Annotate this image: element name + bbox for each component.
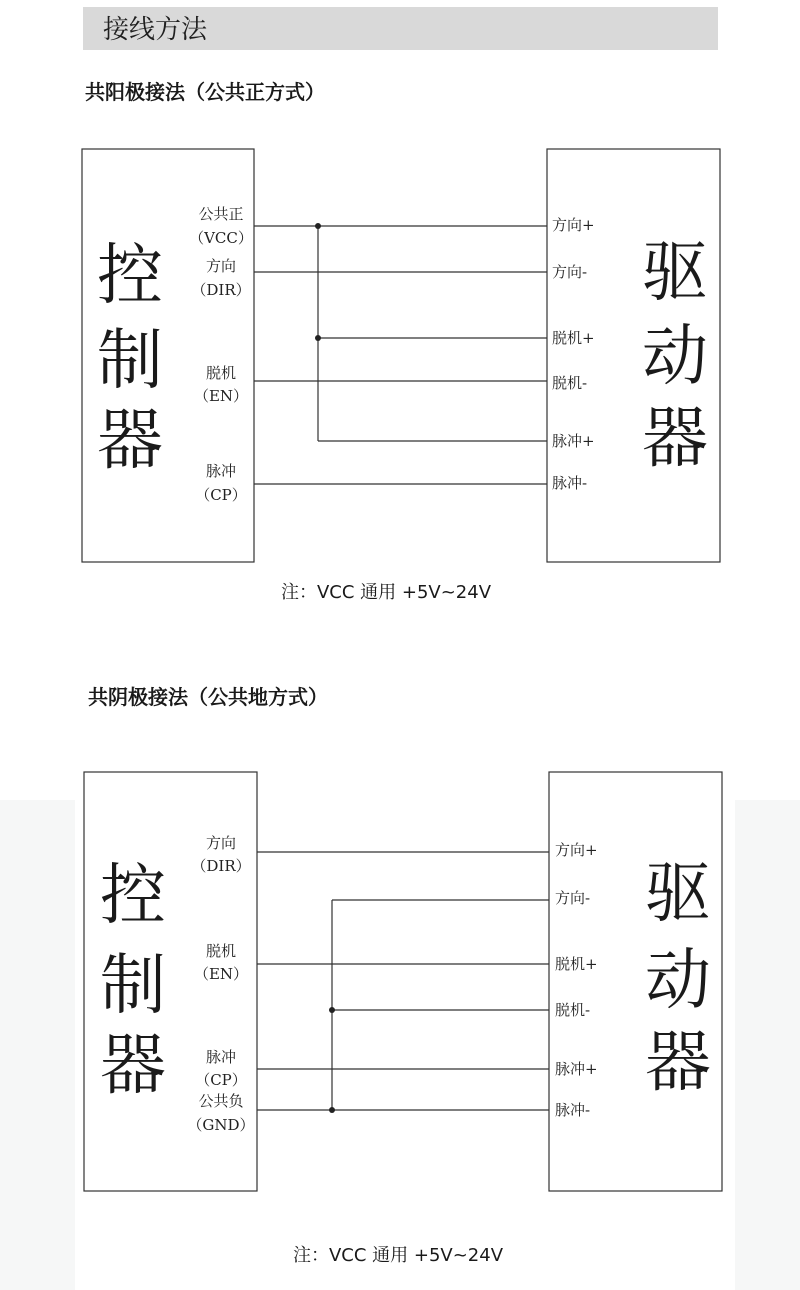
driver-terminal-dir-plus: 方向+	[555, 841, 598, 859]
controller-terminal-vcc-name: 公共正	[198, 205, 244, 223]
controller-terminal-en-signal: （EN）	[193, 965, 249, 983]
controller-terminal-dir-name: 方向	[205, 834, 237, 852]
controller-terminal-en-signal: （EN）	[193, 387, 249, 405]
controller-char-1: 控	[100, 856, 166, 934]
driver-char-3: 器	[645, 1023, 711, 1101]
controller-char-3: 器	[100, 1026, 166, 1104]
driver-char-1: 驱	[642, 233, 708, 311]
controller-terminal-cp-name: 脉冲	[205, 1048, 237, 1066]
controller-char-2: 制	[100, 946, 166, 1024]
driver-char-2: 动	[642, 317, 708, 395]
junction-dot	[329, 1007, 335, 1013]
driver-terminal-dir-minus: 方向-	[555, 889, 591, 907]
section-title: 接线方法	[103, 15, 208, 45]
driver-terminal-dir-minus: 方向-	[552, 263, 588, 281]
driver-terminal-en-plus: 脱机+	[552, 329, 595, 347]
driver-terminal-cp-minus: 脉冲-	[555, 1101, 591, 1119]
driver-char-3: 器	[642, 399, 708, 477]
controller-char-2: 制	[97, 321, 163, 399]
driver-terminal-en-plus: 脱机+	[555, 955, 598, 973]
driver-terminal-en-minus: 脱机-	[555, 1001, 591, 1019]
diagram-note: 注：VCC 通用 +5V~24V	[292, 1245, 504, 1266]
controller-terminal-cp-signal: （CP）	[195, 1071, 247, 1089]
driver-terminal-en-minus: 脱机-	[552, 374, 588, 392]
driver-char-1: 驱	[645, 854, 711, 932]
diagram-title: 共阴极接法（公共地方式）	[88, 685, 328, 709]
driver-terminal-cp-minus: 脉冲-	[552, 474, 588, 492]
controller-terminal-cp-signal: （CP）	[195, 486, 247, 504]
diagram-note: 注：VCC 通用 +5V~24V	[280, 582, 492, 603]
controller-terminal-gnd-name: 公共负	[198, 1092, 244, 1110]
diagram-title: 共阳极接法（公共正方式）	[85, 80, 325, 104]
controller-terminal-en-name: 脱机	[205, 364, 237, 382]
driver-terminal-dir-plus: 方向+	[552, 216, 595, 234]
driver-terminal-cp-plus: 脉冲+	[552, 432, 595, 450]
controller-char-1: 控	[97, 236, 163, 314]
side-shade-right	[735, 800, 800, 1290]
junction-dot	[315, 223, 321, 229]
controller-terminal-dir-name: 方向	[205, 257, 237, 275]
controller-terminal-en-name: 脱机	[205, 942, 237, 960]
driver-char-2: 动	[645, 941, 711, 1019]
side-shade-left	[0, 800, 75, 1290]
driver-terminal-cp-plus: 脉冲+	[555, 1060, 598, 1078]
controller-terminal-vcc-signal: （VCC）	[189, 229, 253, 247]
controller-terminal-dir-signal: （DIR）	[191, 857, 251, 875]
junction-dot	[315, 335, 321, 341]
junction-dot	[329, 1107, 335, 1113]
controller-char-3: 器	[97, 401, 163, 479]
section-header	[83, 7, 718, 50]
controller-terminal-dir-signal: （DIR）	[191, 281, 251, 299]
controller-terminal-gnd-signal: （GND）	[187, 1116, 255, 1134]
controller-terminal-cp-name: 脉冲	[205, 462, 237, 480]
